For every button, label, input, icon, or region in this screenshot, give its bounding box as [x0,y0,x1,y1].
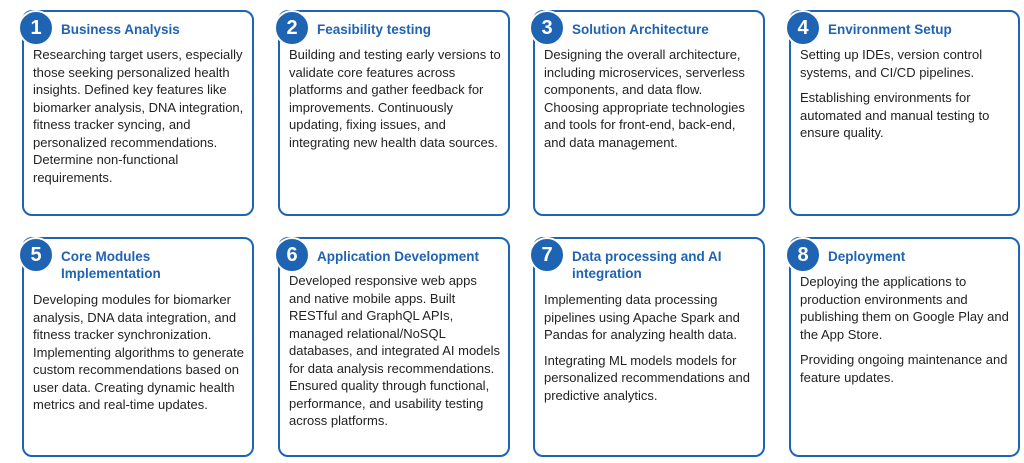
step-description [33,291,245,422]
step-paragraph: Building and testing early versions to validate core features across platforms and gather feedback for improvements. Continuously updating, fixing issues, and integrating new health data sources. [289,47,501,150]
step-description [800,46,1012,150]
step-paragraph: Developing modules for biomarker analysis, DNA data integration, and fitness tracker synchronization. Implementing algorithms to generate custom recommendations based on user data. Creating dynamic health metrics and real-time updates. [33,292,245,412]
step-description [544,46,756,159]
step-paragraph: Implementing data processing pipelines using Apache Spark and Pandas for analyzing health data. [544,292,740,342]
step-title: Feasibility testing [317,22,432,37]
step-title: Environment Setup [828,22,952,37]
step-paragraph: Developed responsive web apps and native mobile apps. Built RESTful and GraphQL APIs, managed relational/NoSQL databases, and integrated AI models for data analysis recommendations. Ensured quality through functional, performance, and usability testing across platforms. [289,273,501,428]
step-title: Business Analysis [61,22,180,37]
step-paragraph: Establishing environments for automated and manual testing to ensure quality. [800,90,990,140]
step-paragraph: Deploying the applications to production environments and publishing them on Google Play and the App Store. [800,274,1009,342]
step-number-badge: 3 [529,10,565,46]
step-number-badge: 1 [18,10,54,46]
step-paragraph: Designing the overall architecture, including microservices, serverless components, and data flow. Choosing appropriate technologies and tools for front-end, back-end, and data management. [544,47,745,150]
step-title: Application Development [317,249,480,264]
step-title: Solution Architecture [572,22,709,37]
step-description [544,291,758,412]
step-number-badge: 7 [529,237,565,273]
step-description [33,46,245,194]
step-title: Core Modules Implementation [61,249,161,281]
step-paragraph: Researching target users, especially those seeking personalized health insights. Defined key features like biomarker analysis, DNA integration, fitness tracker syncing, and personalized recommendations. Determine non-functional requirements. [33,47,244,185]
step-number-badge: 2 [274,10,310,46]
step-description [289,272,501,438]
step-description [289,46,501,159]
step-number-badge: 8 [785,237,821,273]
step-number-badge: 6 [274,237,310,273]
step-title: Data processing and AI integration [572,249,722,281]
step-number-badge: 4 [785,10,821,46]
step-number-badge: 5 [18,237,54,273]
step-paragraph: Providing ongoing maintenance and feature updates. [800,352,1008,385]
step-paragraph: Integrating ML models models for personalized recommendations and predictive analytics. [544,352,750,403]
step-title: Deployment [828,249,906,264]
step-description [800,273,1012,394]
step-paragraph: Setting up IDEs, version control systems, and CI/CD pipelines. [800,47,983,80]
